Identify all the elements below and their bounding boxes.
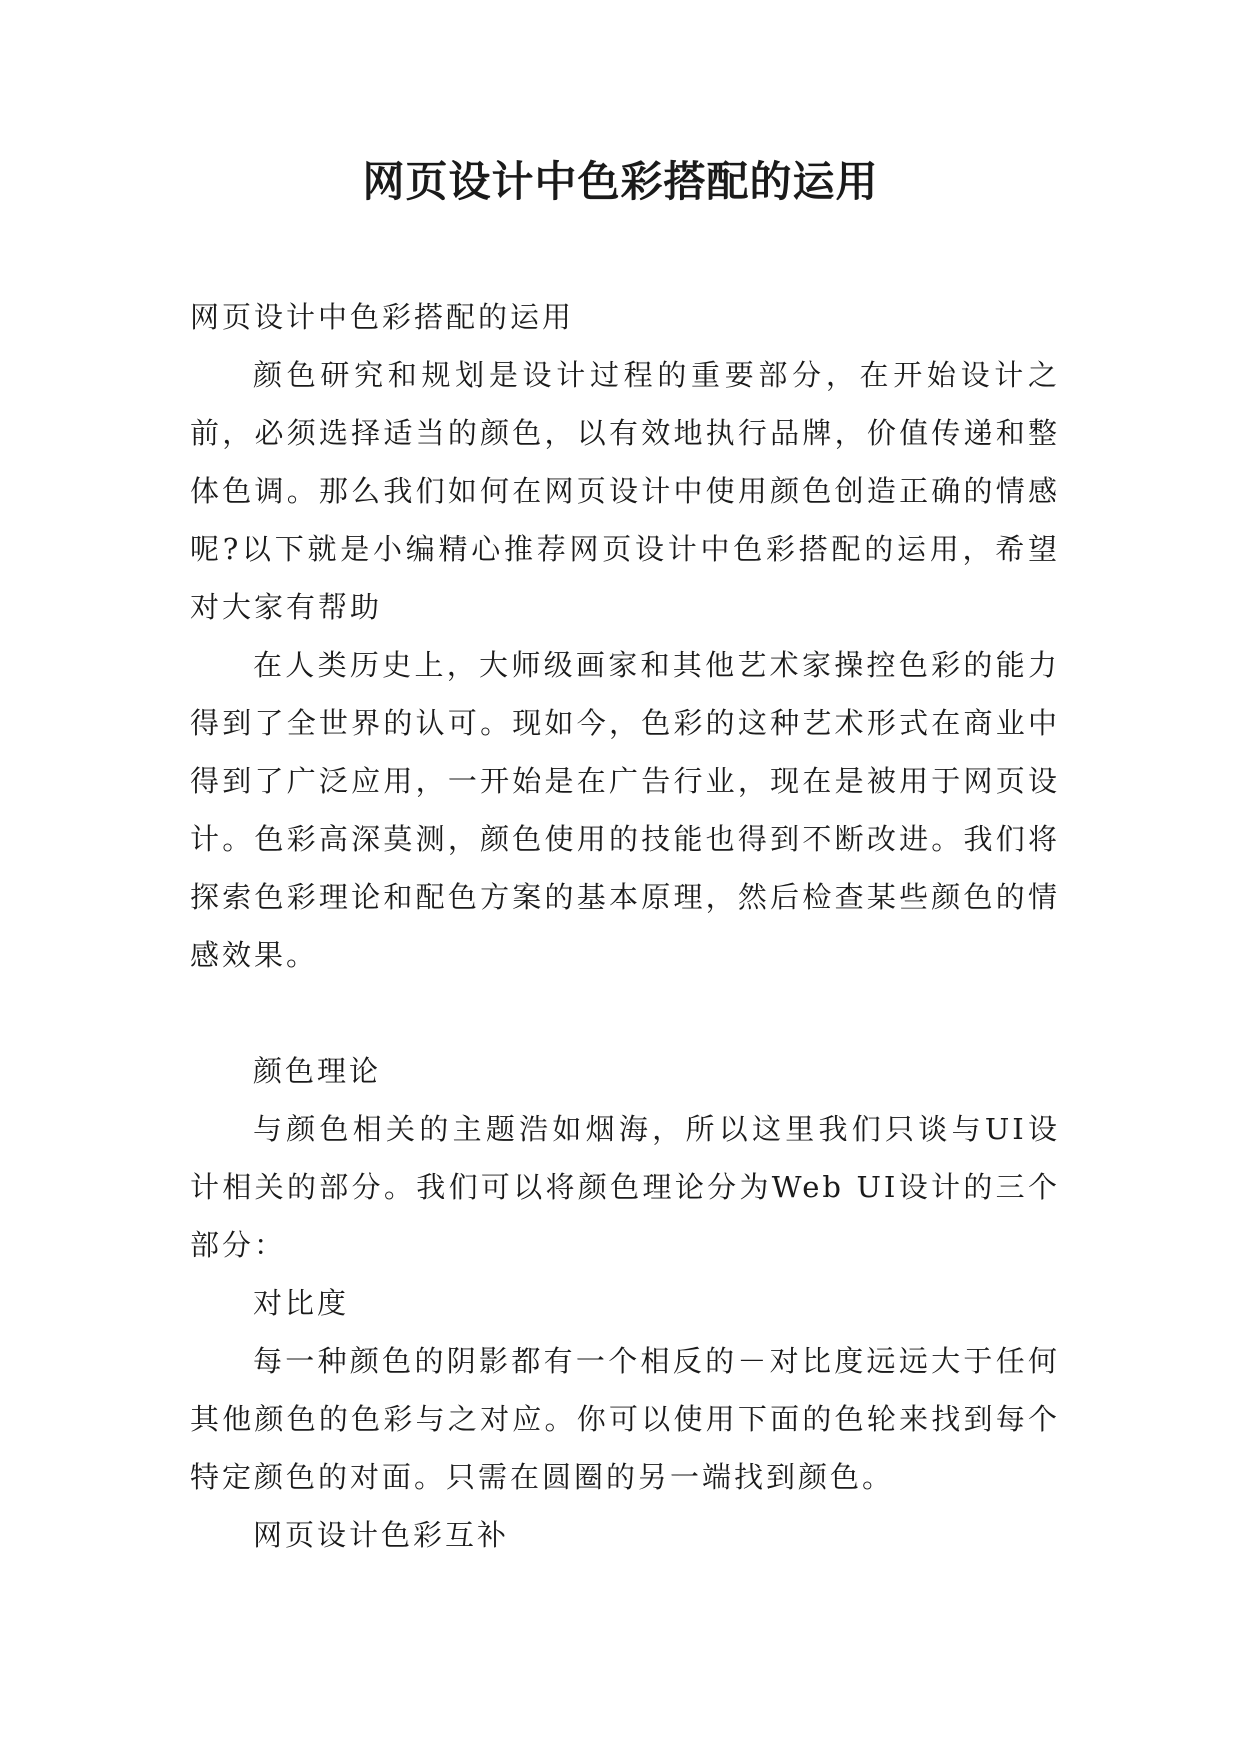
- paragraph-spacer: [190, 984, 1060, 1042]
- color-theory-paragraph: 与颜色相关的主题浩如烟海，所以这里我们只谈与UI设计相关的部分。我们可以将颜色理论分为Web UI设计的三个部分：: [190, 1112, 1060, 1262]
- document-subtitle: 网页设计中色彩搭配的运用: [190, 300, 575, 334]
- section-heading-color-theory: 颜色理论: [253, 1054, 382, 1088]
- intro-paragraph: 颜色研究和规划是设计过程的重要部分，在开始设计之前，必须选择适当的颜色，以有效地执行品牌，价值传递和整体色调。那么我们如何在网页设计中使用颜色创造正确的情感呢?以下就是小编精心推荐网页设计中色彩搭配的运用，希望对大家有帮助: [190, 358, 1060, 624]
- section-heading-complement: 网页设计色彩互补: [253, 1518, 510, 1552]
- document-body: [190, 288, 1060, 1564]
- document-title: 网页设计中色彩搭配的运用: [362, 157, 879, 206]
- section-heading-contrast: 对比度: [253, 1286, 350, 1320]
- contrast-paragraph: 每一种颜色的阴影都有一个相反的－对比度远远大于任何其他颜色的色彩与之对应。你可以使用下面的色轮来找到每个特定颜色的对面。只需在圆圈的另一端找到颜色。: [190, 1344, 1060, 1494]
- history-paragraph: 在人类历史上，大师级画家和其他艺术家操控色彩的能力得到了全世界的认可。现如今，色彩的这种艺术形式在商业中得到了广泛应用，一开始是在广告行业，现在是被用于网页设计。色彩高深莫测，颜色使用的技能也得到不断改进。我们将探索色彩理论和配色方案的基本原理，然后检查某些颜色的情感效果。: [190, 648, 1060, 972]
